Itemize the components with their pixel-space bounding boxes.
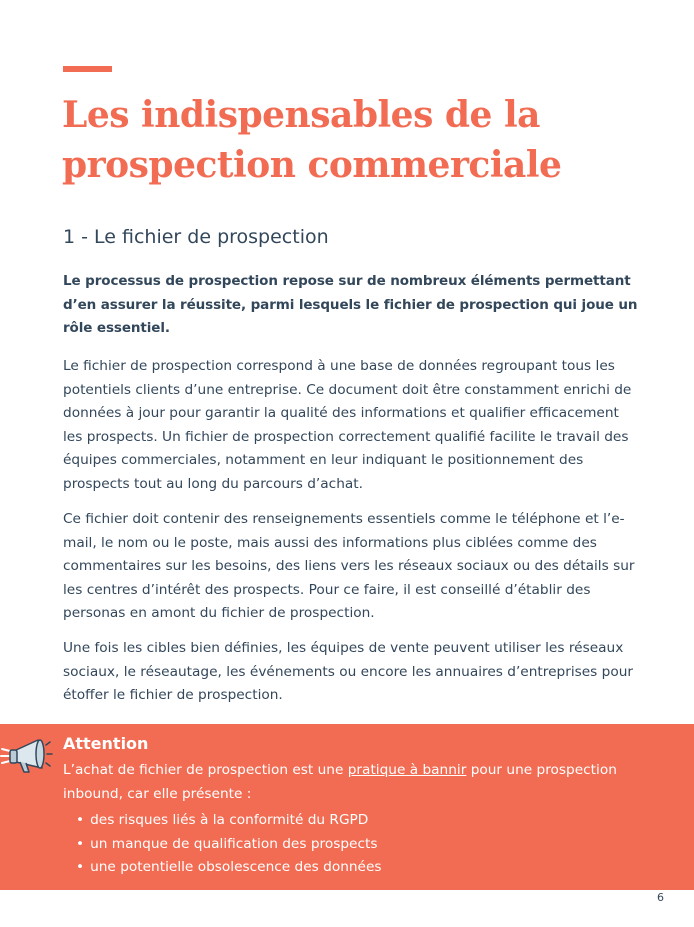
callout-link[interactable]: pratique à bannir	[347, 762, 467, 778]
body-paragraph-3: Une fois les cibles bien définies, les équipes de vente peuvent utiliser les réseaux sociaux, le réseautage, les événements ou encore les annuaires d’entreprises pour étoffer le fichier de prospection.	[63, 640, 634, 703]
body-paragraph-1: Le fichier de prospection correspond à une base de données regroupant tous les potentiels clients d’une entreprise. Ce document doit être constamment enrichi de données à jour pour garantir la qualité des informations et qualifier efficacement les prospects. Un fichier de prospection correctement qualifié facilite le travail des équipes commerciales, notamment en leur indiquant le positionnement des prospects tout au long du parcours d’achat.	[63, 358, 632, 492]
page-title: Les indispensables de la prospection commerciale	[62, 94, 562, 186]
callout-list	[76, 809, 382, 880]
title-accent-bar	[63, 66, 112, 72]
lead-paragraph: Le processus de prospection repose sur de nombreux éléments permettant d’en assurer la réussite, parmi lesquels le fichier de prospection qui joue un rôle essentiel.	[63, 273, 638, 336]
page-number: 6	[657, 891, 664, 904]
list-item: • des risques liés à la conformité du RGPD	[76, 809, 382, 833]
callout-title: Attention	[63, 734, 149, 753]
body-paragraph-2: Ce fichier doit contenir des renseignements essentiels comme le téléphone et l’e-mail, le nom ou le poste, mais aussi des informations plus ciblées comme des commentaires sur les besoins, des liens vers les réseaux sociaux ou des détails sur les centres d’intérêt des prospects. Pour ce faire, il est conseillé d’établir des personas en amont du fichier de prospection.	[63, 511, 635, 621]
callout-text-before: L’achat de fichier de prospection est une	[63, 762, 348, 778]
callout-text	[63, 759, 663, 806]
list-item: • une potentielle obsolescence des données	[76, 856, 382, 880]
callout-text-after: pour une prospection inbound, car elle présente :	[63, 762, 617, 802]
list-item: • un manque de qualification des prospects	[76, 833, 382, 857]
megaphone-icon	[0, 735, 54, 775]
section-heading: 1 - Le fichier de prospection	[63, 226, 329, 248]
